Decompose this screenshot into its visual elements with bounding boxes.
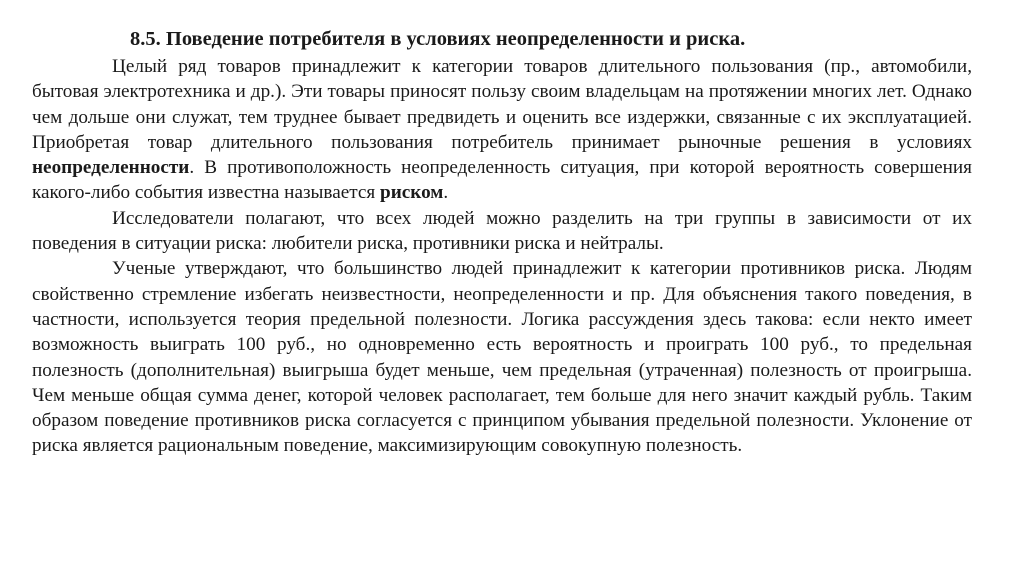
document-page [32, 26, 972, 459]
term-risk: риском [380, 182, 444, 204]
paragraph-risk-groups: Исследователи полагают, что всех людей можно разделить на три группы в зависимости от их поведения в ситуации риска: любители риска, противники риска и нейтралы. [32, 207, 972, 255]
paragraph-text: Целый ряд товаров принадлежит к категории товаров длительного пользования (пр., автомобили, бытовая электротехника и др.). Эти товары приносят пользу своим владельцам на протяжении многих лет. Однако чем дольше они служат, тем труднее бывает предвидеть и оценить все издержки, связанные с их эксплуатацией. Приобретая товар длительного пользования потребитель принимает рыночные решения в условиях [32, 56, 972, 153]
term-uncertainty: неопределенности [32, 157, 190, 179]
paragraph-durable-goods [32, 54, 972, 206]
paragraph-risk-aversion: Ученые утверждают, что большинство людей принадлежит к категории противников риска. Людям свойственно стремление избегать неизвестности, неопределенности и пр. Для объяснения такого поведения, в частности, используется теория предельной полезности. Логика рассуждения здесь такова: если некто имеет возможность выиграть 100 руб., но одновременно есть вероятность и проиграть 100 руб., то предельная полезность (дополнительная) выигрыша будет меньше, чем предельная (утраченная) полезность от проигрыша. Чем меньше общая сумма денег, которой человек располагает, тем больше для него значит каждый рубль. Таким образом поведение противников риска согласуется с принципом убывания предельной полезности. Уклонение от риска является рациональным поведение, максимизирующим совокупную полезность. [32, 258, 972, 457]
paragraph-text: . [443, 182, 449, 204]
paragraph-text: . В противоположность неопределенность ситуация, при которой вероятность совершения какого-либо события известна называется [32, 157, 972, 204]
section-title: 8.5. Поведение потребителя в условиях неопределенности и риска. [130, 28, 746, 50]
